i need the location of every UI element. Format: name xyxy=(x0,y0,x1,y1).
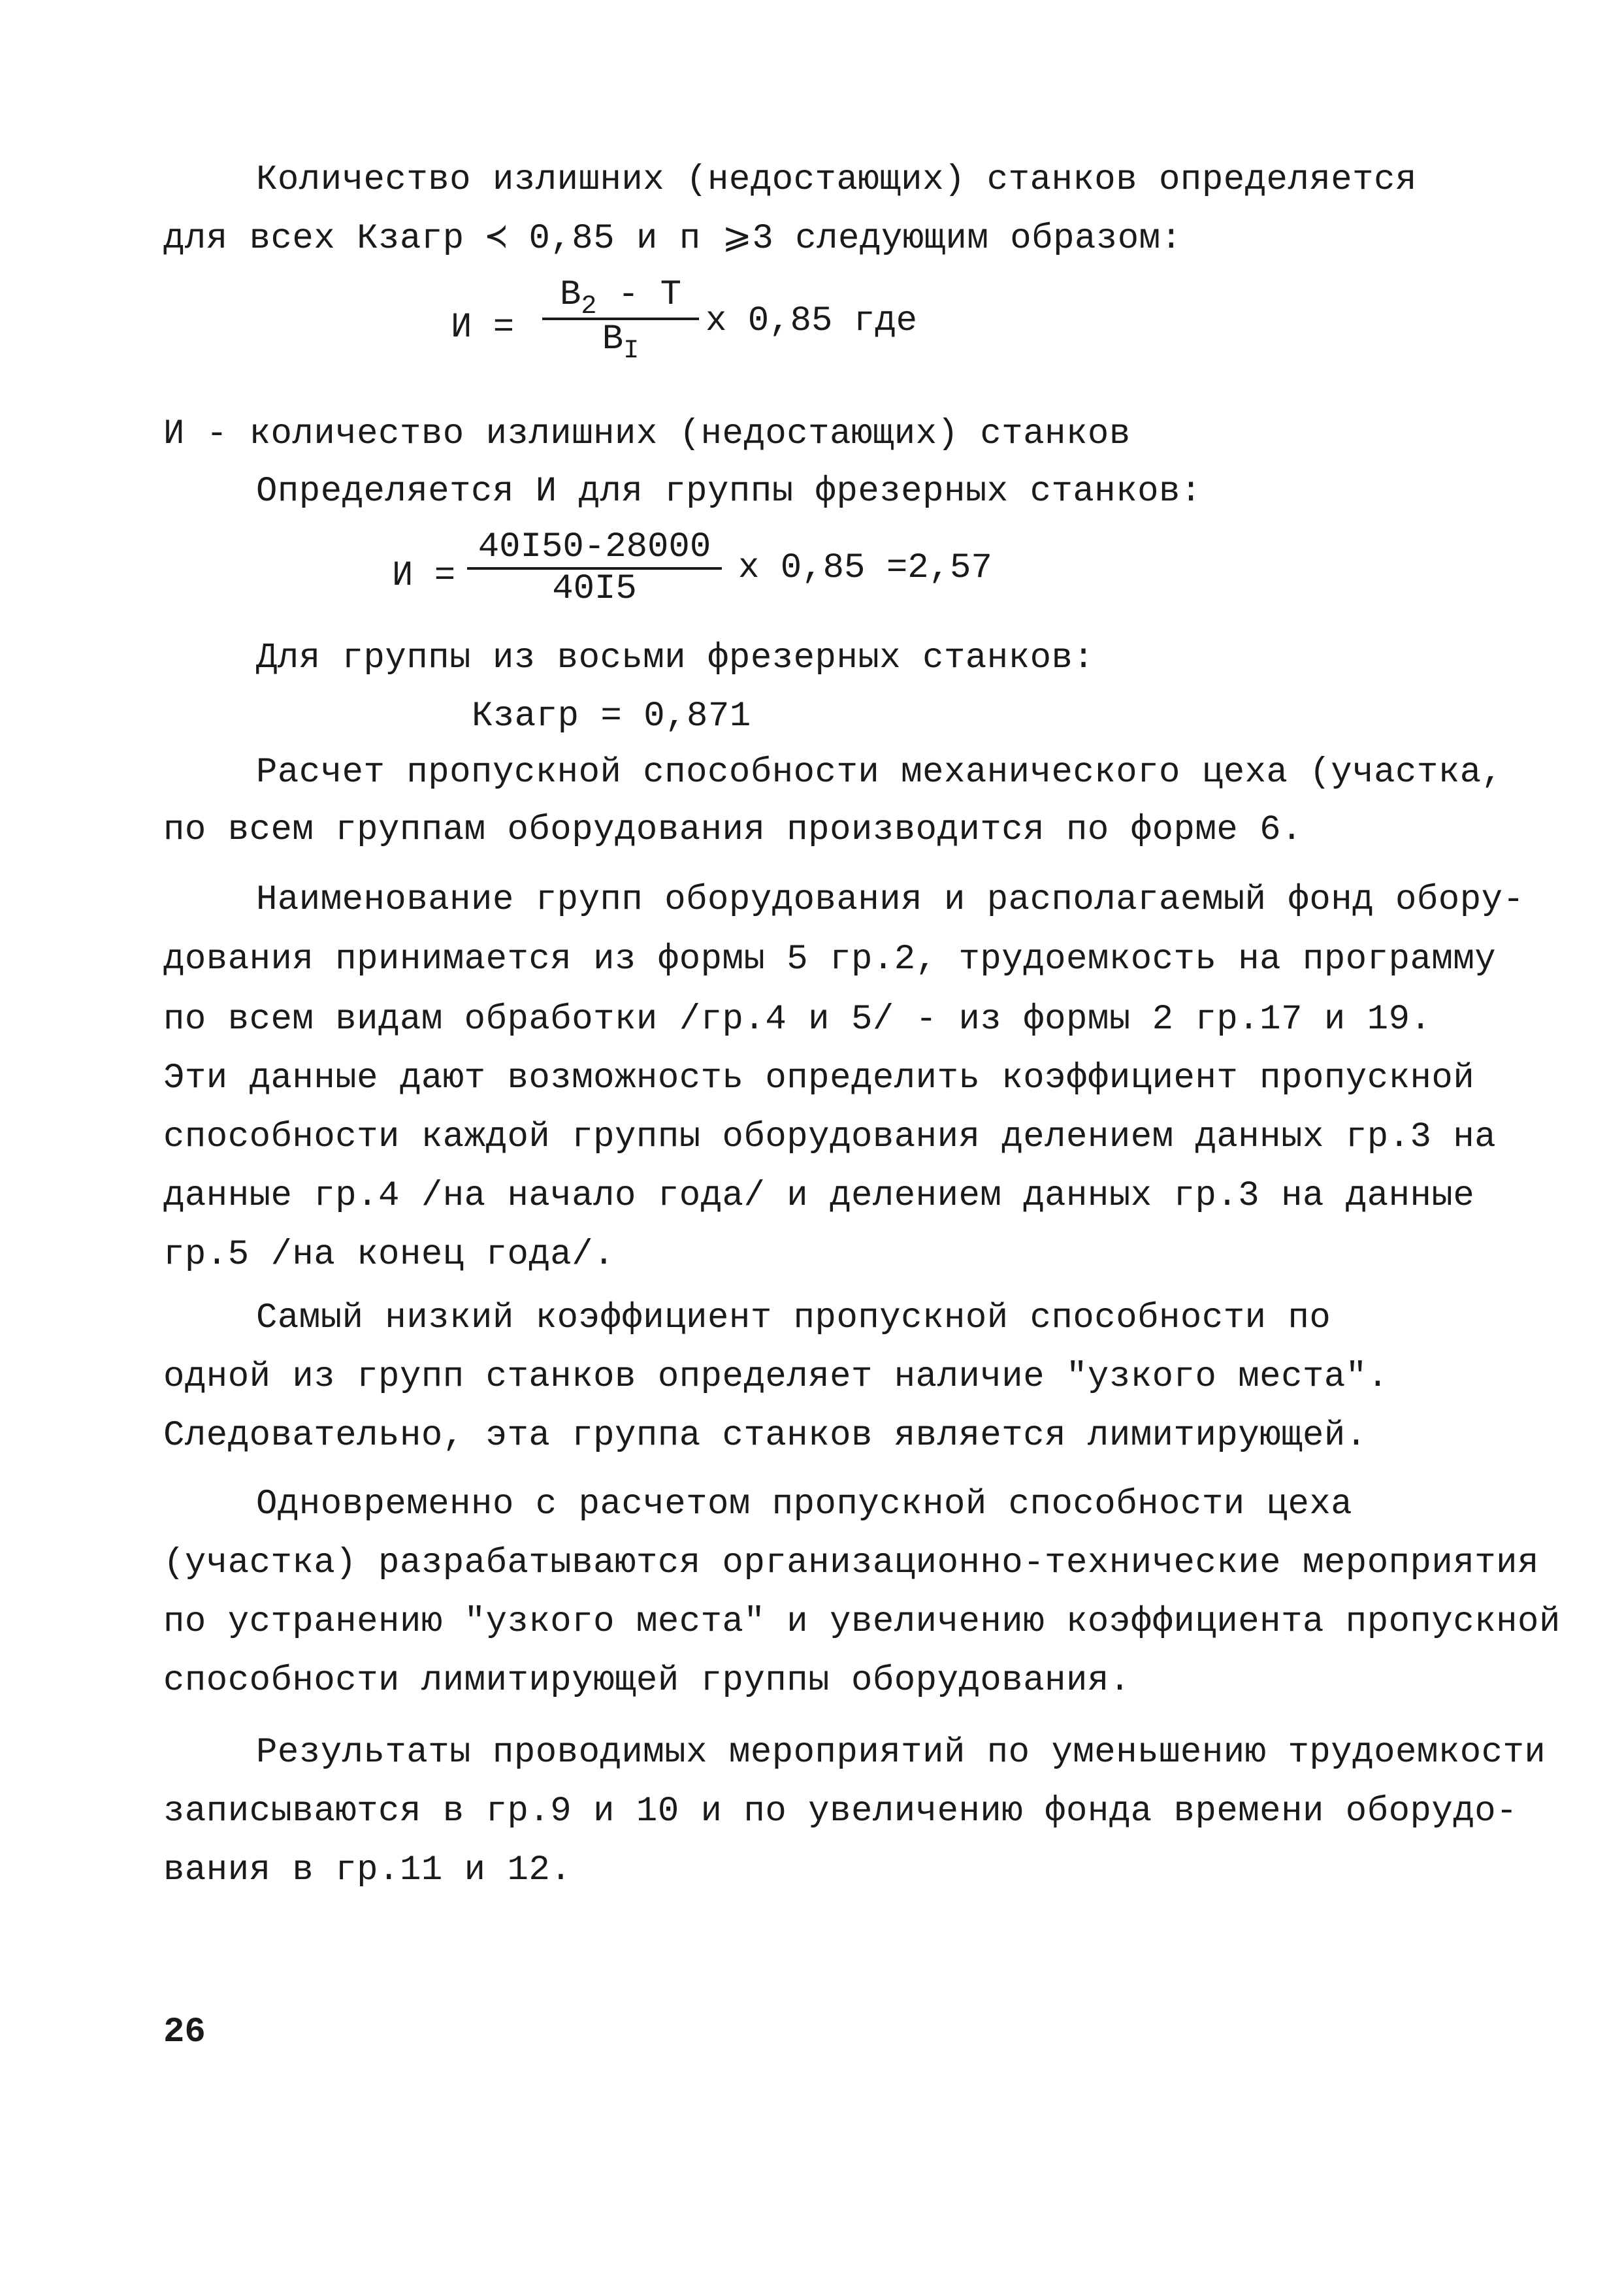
paragraph-line: Расчет пропускной способности механического цеха (участка, xyxy=(256,753,1503,793)
formula-lhs: И = xyxy=(392,556,456,596)
paragraph-line: способности лимитирующей группы оборудования. xyxy=(163,1661,1131,1701)
paragraph-line: по всем группам оборудования производится по форме 6. xyxy=(163,810,1303,850)
paragraph-line: для всех Кзагр ≺ 0,85 и п ⩾3 следующим образом: xyxy=(163,219,1182,259)
paragraph-line: способности каждой группы оборудования делением данных гр.3 на xyxy=(163,1117,1497,1157)
page-number: 26 xyxy=(163,2012,206,2052)
formula-fraction xyxy=(467,528,722,609)
formula-denominator: 40I5 xyxy=(552,569,637,609)
formula-denominator: $В_I$ xyxy=(602,320,640,366)
formula-fraction xyxy=(542,275,699,366)
coefficient-line: Кзагр = 0,871 xyxy=(472,696,751,736)
paragraph-line: по всем видам обработки /гр.4 и 5/ - из формы 2 гр.17 и 19. xyxy=(163,1000,1432,1040)
paragraph-line: одной из групп станков определяет наличие "узкого места". xyxy=(163,1357,1389,1397)
paragraph-line: Одновременно с расчетом пропускной способности цеха xyxy=(256,1484,1353,1524)
paragraph-line: дования принимается из формы 5 гр.2, трудоемкость на программу xyxy=(163,940,1497,979)
paragraph-line: Для группы из восьми фрезерных станков: xyxy=(256,638,1095,678)
paragraph-line: Количество излишних (недостающих) станков определяется xyxy=(256,160,1417,200)
paragraph-line: Наименование групп оборудования и располагаемый фонд обору- xyxy=(256,880,1525,920)
paragraph-line: по устранению "узкого места" и увеличению коэффициента пропускной xyxy=(163,1602,1561,1642)
paragraph-line: Определяется И для группы фрезерных станков: xyxy=(256,472,1202,512)
formula-rhs: х 0,85 где xyxy=(706,301,918,341)
formula-numerator: $В_2$ - Т xyxy=(559,275,682,321)
formula-lhs: И = xyxy=(451,308,515,348)
paragraph-line: Эти данные дают возможность определить коэффициент пропускной xyxy=(163,1058,1475,1098)
paragraph-line: Самый низкий коэффициент пропускной способности по xyxy=(256,1298,1331,1338)
definition-line: И - количество излишних (недостающих) станков xyxy=(163,414,1131,454)
paragraph-line: данные гр.4 /на начало года/ и делением данных гр.3 на данные xyxy=(163,1176,1475,1216)
paragraph-line: Результаты проводимых мероприятий по уменьшению трудоемкости xyxy=(256,1733,1546,1773)
paragraph-line: Следовательно, эта группа станков является лимитирующей. xyxy=(163,1416,1367,1456)
paragraph-line: гр.5 /на конец года/. xyxy=(163,1235,615,1275)
paragraph-line: вания в гр.11 и 12. xyxy=(163,1850,572,1890)
paragraph-line: (участка) разрабатываются организационно-технические мероприятия xyxy=(163,1543,1539,1583)
formula-numerator: 40I50-28000 xyxy=(478,527,711,567)
paragraph-line: записываются в гр.9 и 10 и по увеличению фонда времени оборудо- xyxy=(163,1792,1518,1831)
formula-rhs: х 0,85 =2,57 xyxy=(738,548,992,588)
